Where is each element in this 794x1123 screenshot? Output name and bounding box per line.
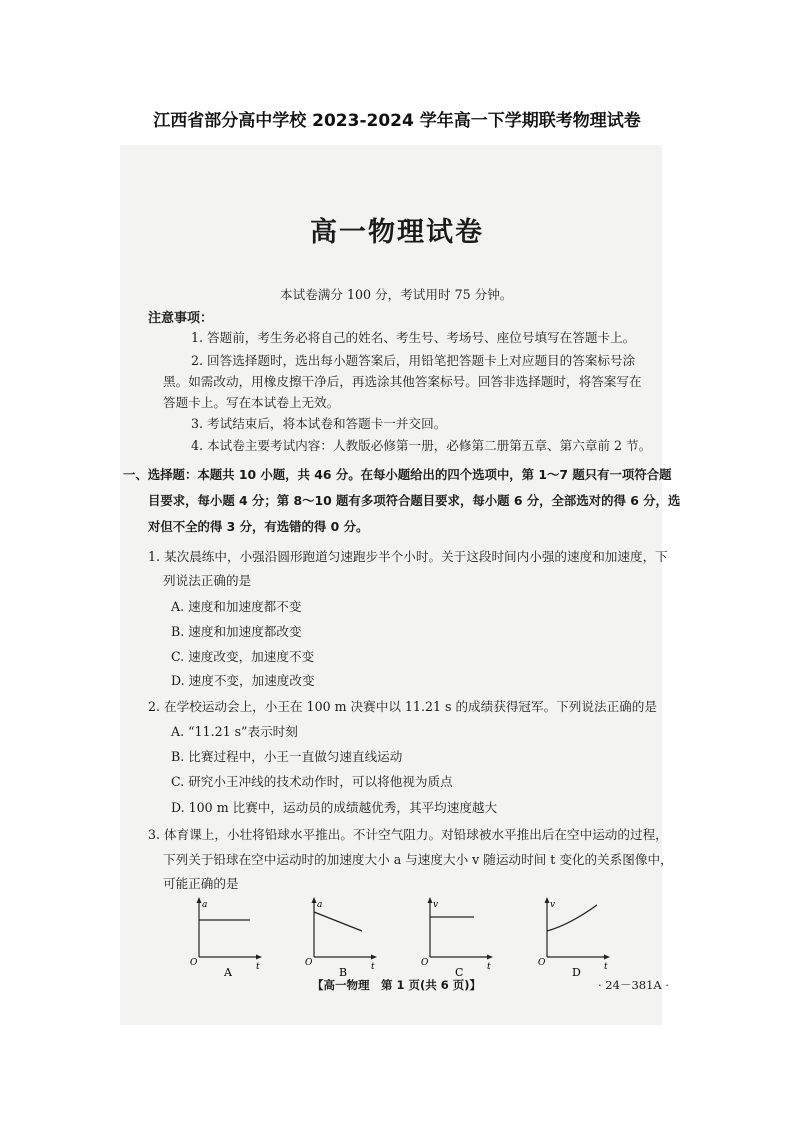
- x-axis-label: t: [371, 962, 375, 972]
- exam-info: 本试卷满分 100 分，考试用时 75 分钟。: [280, 287, 513, 302]
- exam-code: · 24－381A ·: [598, 978, 670, 992]
- y-axis-label: v: [550, 900, 556, 910]
- page-footer: 【高一物理 第 1 页(共 6 页)】: [312, 978, 482, 992]
- question-stem: 2. 在学校运动会上，小王在 100 m 决赛中以 11.21 s 的成绩获得冠军。下列说法正确的是: [148, 699, 657, 714]
- option-c: C. 速度改变，加速度不变: [171, 649, 315, 664]
- graph-label: D: [572, 966, 581, 979]
- option-b: B. 比赛过程中，小王一直做匀速直线运动: [171, 749, 403, 764]
- option-b: B. 速度和加速度都改变: [171, 624, 302, 639]
- y-axis-label: a: [317, 900, 323, 910]
- section-heading: 一、选择题：本题共 10 小题，共 46 分。在每小题给出的四个选项中，第 1～7 题只有一项符合题: [123, 467, 672, 482]
- y-axis-label: v: [433, 900, 439, 910]
- graph-b: [302, 895, 382, 980]
- origin-label: O: [421, 958, 429, 968]
- notice-line: 3. 考试结束后，将本试卷和答题卡一并交回。: [191, 416, 447, 431]
- origin-label: O: [190, 958, 198, 968]
- question-stem: 1. 某次晨练中，小强沿圆形跑道匀速跑步半个小时。关于这段时间内小强的速度和加速度，下: [148, 549, 668, 564]
- graph-label: B: [339, 966, 348, 979]
- exam-title: 高一物理试卷: [310, 217, 484, 248]
- question-stem: 3. 体育课上，小壮将铅球水平推出。不计空气阻力。对铅球被水平推出后在空中运动的过程，: [148, 827, 668, 842]
- section-heading: 目要求，每小题 4 分；第 8～10 题有多项符合题目要求，每小题 6 分，全部选对的得 6 分，选: [148, 493, 681, 508]
- graph-c: [418, 895, 498, 980]
- question-stem: 下列关于铅球在空中运动时的加速度大小 a 与速度大小 v 随运动时间 t 变化的关系图像中，: [163, 852, 673, 867]
- document-title: 江西省部分高中学校 2023-2024 学年高一下学期联考物理试卷: [153, 111, 641, 131]
- x-axis-label: t: [604, 962, 608, 972]
- graph-a: [187, 895, 267, 980]
- graph-label: A: [224, 966, 232, 979]
- notice-line: 答题卡上。写在本试卷上无效。: [163, 395, 340, 410]
- option-a: A. “11.21 s”表示时刻: [171, 724, 298, 739]
- question-stem: 可能正确的是: [163, 876, 239, 891]
- option-d: D. 速度不变，加速度改变: [171, 673, 315, 688]
- origin-label: O: [538, 958, 546, 968]
- x-axis-label: t: [256, 962, 260, 972]
- notice-line: 1. 答题前，考生务必将自己的姓名、考生号、考场号、座位号填写在答题卡上。: [191, 330, 636, 345]
- notice-heading: 注意事项：: [148, 311, 214, 326]
- graph-label: C: [455, 966, 464, 979]
- section-heading: 对但不全的得 3 分，有选错的得 0 分。: [148, 519, 369, 534]
- x-axis-label: t: [487, 962, 491, 972]
- y-axis-label: a: [202, 900, 208, 910]
- notice-line: 2. 回答选择题时，选出每小题答案后，用铅笔把答题卡上对应题目的答案标号涂: [191, 353, 636, 368]
- option-c: C. 研究小王冲线的技术动作时，可以将他视为质点: [171, 774, 453, 789]
- graph-d: [535, 895, 615, 980]
- option-d: D. 100 m 比赛中，运动员的成绩越优秀，其平均速度越大: [171, 800, 498, 815]
- notice-line: 黑。如需改动，用橡皮擦干净后，再选涂其他答案标号。回答非选择题时，将答案写在: [163, 374, 642, 389]
- notice-line: 4. 本试卷主要考试内容：人教版必修第一册，必修第二册第五章、第六章前 2 节。: [191, 438, 652, 453]
- option-a: A. 速度和加速度都不变: [171, 599, 302, 614]
- question-stem: 列说法正确的是: [163, 573, 252, 588]
- origin-label: O: [305, 958, 313, 968]
